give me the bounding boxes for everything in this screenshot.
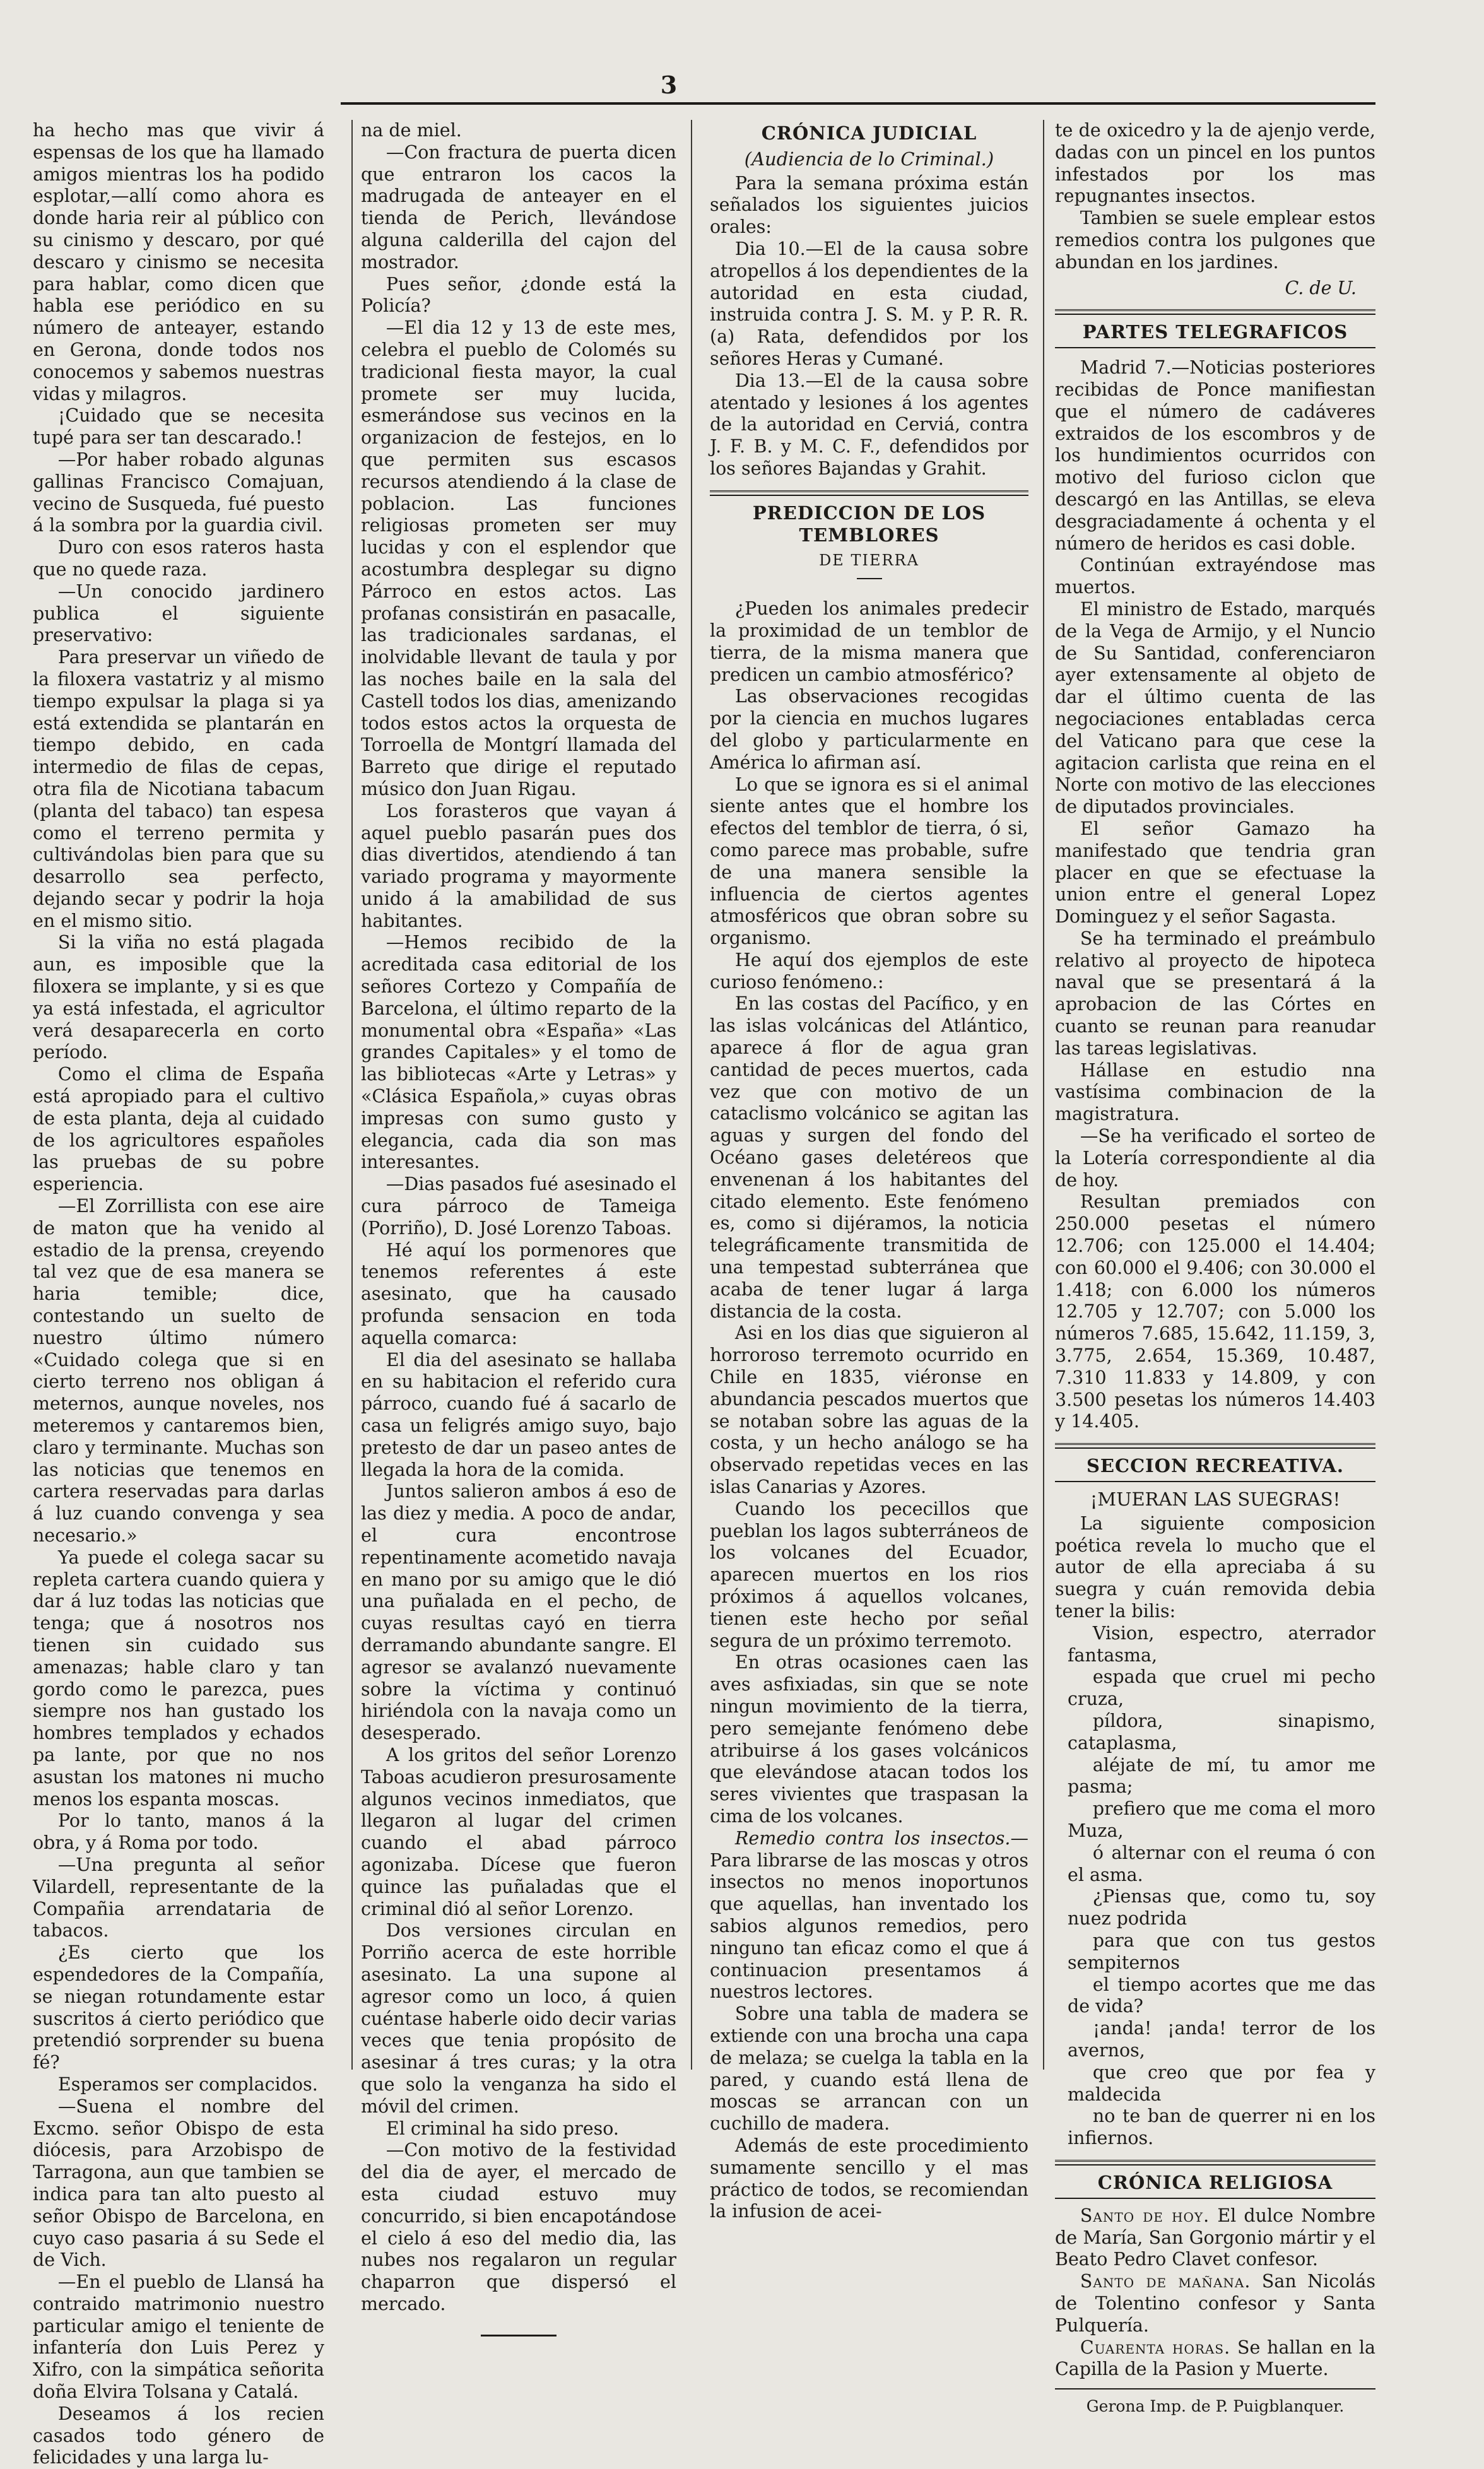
tremors-paragraph: Lo que se ignora es si el animal siente antes que el hombre los efectos del temblor de tierra, ó si, como parece mas probable, sufre de una manera sensible la influencia de ciertos agentes atmosféricos que obran sobre su organismo. bbox=[710, 774, 1028, 949]
tremors-paragraph: Cuando los pececillos que pueblan los lagos subterráneos de los volcanes del Ecuador, aparecen muertos en los rios próximos á aquellos volcanes, tienen este hecho por señal segura de un próximo terremoto. bbox=[710, 1498, 1028, 1651]
col1-paragraph: Duro con esos rateros hasta que no quede raza. bbox=[33, 537, 324, 580]
religious-text: San Nicolás de Tolentino confesor y Santa Pulquería. bbox=[1055, 2271, 1375, 2336]
col1-paragraph: ¡Cuidado que se necesita tupé para ser tan descarado.! bbox=[33, 405, 324, 449]
recreation-intro: La siguiente composicion poética revela lo mucho que el autor de ella apreciaba á su suegra y cuán removida debia tener la bilis: bbox=[1055, 1512, 1375, 1622]
col1-paragraph: Por lo tanto, manos á la obra, y á Roma por todo. bbox=[33, 1810, 324, 1854]
telegraph-paragraph: Continúan extrayéndose mas muertos. bbox=[1055, 555, 1375, 598]
religious-label: Santo de hoy. bbox=[1080, 2205, 1210, 2226]
telegraph-paragraph: Resultan premiados con 250.000 pesetas el número 12.706; con 125.000 el 14.404; con 60.000 el 9.406; con 30.000 el 1.418; con 6.000 los números 12.705 y 12.707; con 5.000 los números 7.685, 15.642, 11.159, 3, 3.775, 2.654, 15.369, 10.487, 7.310 11.833 y 14.809, y con 3.500 pesetas los números 14.403 y 14.405. bbox=[1055, 1191, 1375, 1432]
judicial-subtitle: (Audiencia de lo Criminal.) bbox=[744, 148, 994, 170]
end-rule bbox=[481, 2335, 556, 2336]
remedy-lead: Remedio contra los insectos. bbox=[734, 1827, 1011, 1849]
col2-paragraph: El criminal ha sido preso. bbox=[386, 2118, 619, 2139]
col2-paragraph: Pues señor, ¿donde está la Policía? bbox=[361, 273, 676, 317]
col1-paragraph: Para preservar un viñedo de la filoxera vastatriz y al mismo tiempo expulsar la plaga si ya está extendida se plantarán en tiempo debido, en cada intermedio de filas de cepas, otra fila de Nicotiana tabacum (planta del tabaco) tan espesa como el terreno permita y cultivándolas bien para que su desarrollo sea perfecto, dejando secar y podrir la hoja en el mismo sitio. bbox=[33, 647, 324, 931]
col2-paragraph: —Con fractura de puerta dicen que entraron los cacos la madrugada de anteayer en el tienda de Perich, llevándose alguna calderilla del cajon del mostrador. bbox=[361, 141, 676, 273]
tremors-paragraph: En las costas del Pacífico, y en las islas volcánicas del Atlántico, aparece á flor de agua gran cantidad de peces muertos, cada vez que con motivo de un cataclismo volcánico se agitan las aguas y surgen del fondo del Océano gases deletéreos que envenenan á los habitantes del citado elemento. Este fenómeno es, como si dijéramos, la noticia telegráficamente transmitida de una tempestad subterránea que acaba de tener lugar á larga distancia de la costa. bbox=[710, 993, 1028, 1322]
judicial-title: CRÓNICA JUDICIAL bbox=[761, 122, 977, 144]
col1-paragraph: —Suena el nombre del Excmo. señor Obispo de esta diócesis, para Arzobispo de Tarragona, aun que tambien se indica para tan alto puesto al señor Obispo de Barcelona, en cuyo caso pasaria á su Sede el de Vich. bbox=[33, 2095, 324, 2271]
column-1 bbox=[33, 120, 324, 2468]
poem-line: ¿Piensas que, como tu, soy nuez podrida bbox=[1068, 1886, 1375, 1930]
remedy-paragraph: Además de este procedimiento sumamente sencillo y el mas práctico de todos, se recomiendan la infusion de acei- bbox=[710, 2135, 1028, 2222]
telegraph-paragraph: Se ha terminado el preámbulo relativo al proyecto de hipoteca naval que se presentará á la aprobacion de las Córtes en cuanto se reunan para reanudar las tareas legislativas. bbox=[1055, 928, 1375, 1059]
recreation-subtitle: ¡MUERAN LAS SUEGRAS! bbox=[1090, 1488, 1341, 1511]
col2-paragraph: —El dia 12 y 13 de este mes, celebra el pueblo de Colomés su tradicional fiesta mayor, la cual promete ser muy lucida, esmerándose sus vecinos en la organizacion de festejos, en lo que permiten sus escasos recursos atendiendo á la clase de poblacion. Las funciones religiosas prometen ser muy lucidas y con el esplendor que acostumbra desplegar su digno Párroco en estos actos. Las profanas consistirán en pasacalle, las tradicionales sardanas, el inolvidable llevant de taula y por las noches baile en la sala del Castell todos los dias, amenizando todos estos actos la orquesta de Torroella de Montgrí llamada del Barreto que dirige el reputado músico don Juan Rigau. bbox=[361, 317, 676, 799]
col1-paragraph: —Una pregunta al señor Vilardell, representante de la Compañia arrendataria de tabacos. bbox=[33, 1854, 324, 1942]
col1-paragraph: Si la viña no está plagada aun, es imposible que la filoxera se implante, y si es que ya está infestada, el agricultor verá desaparecerla en corto período. bbox=[33, 932, 324, 1063]
col2-paragraph: Los forasteros que vayan á aquel pueblo pasarán pues dos dias divertidos, atendiendo á tan variado programa y mayormente unido á la amabilidad de sus habitantes. bbox=[361, 800, 676, 931]
religious-item bbox=[1055, 2205, 1375, 2271]
col4-paragraph: Tambien se suele emplear estos remedios contra los pulgones que abundan en los jardines. bbox=[1055, 208, 1375, 273]
col2-paragraph: —Hemos recibido de la acreditada casa editorial de los señores Cortezo y Compañía de Barcelona, el último reparto de la monumental obra «España» «Las grandes Capitales» y el tomo de las bibliotecas «Arte y Letras» y «Clásica Española,» cuyas obras impresas con sumo gusto y elegancia, cada dia son mas interesantes. bbox=[361, 932, 676, 1173]
col1-paragraph: ¿Es cierto que los espendedores de la Compañía, se niegan rotundamente estar suscritos á cierto periódico que pretendió sorprender su buena fé? bbox=[33, 1942, 324, 2073]
judicial-paragraph: Dia 10.—El de la causa sobre atropellos á los dependientes de la autoridad en esta ciudad, instruida contra J. S. M. y P. R. R. (a) Rata, defendidos por los señores Heras y Cumané. bbox=[710, 238, 1028, 369]
col1-paragraph: ha hecho mas que vivir á espensas de los que ha llamado amigos mientras los ha podido esplotar,—allí como ahora es donde haria reir al público con su cinismo y descaro, por qué descaro y cinismo se necesita para hablar, como dicen que habla ese periódico en su número de anteayer, estando en Gerona, donde todos nos conocemos y sabemos nuestras vidas y milagros. bbox=[33, 120, 324, 404]
poem-line: aléjate de mí, tu amor me pasma; bbox=[1068, 1754, 1375, 1798]
religious-item bbox=[1055, 2271, 1375, 2336]
poem-line: ó alternar con el reuma ó con el asma. bbox=[1068, 1842, 1375, 1885]
section-rule bbox=[1055, 309, 1375, 315]
tremors-subtitle: DE TIERRA bbox=[819, 551, 919, 570]
poem-line: prefiero que me coma el moro Muza, bbox=[1068, 1798, 1375, 1841]
section-rule bbox=[1055, 2160, 1375, 2166]
poem-line: espada que cruel mi pecho cruza, bbox=[1068, 1666, 1375, 1710]
poem-line: píldora, sinapismo, cataplasma, bbox=[1068, 1710, 1375, 1753]
tremors-paragraph: ¿Pueden los animales predecir la proximidad de un temblor de tierra, de la misma manera que predicen un cambio atmosférico? bbox=[710, 598, 1028, 685]
col1-paragraph: Ya puede el colega sacar su repleta cartera cuando quiera y dar á luz todas las noticias que tenga; que á nosotros nos tienen sin cuidado sus amenazas; hable claro y tan gordo como le parezca, pues siempre nos han gustado los hombres templados y echados pa lante, por que no nos asustan los matones ni mucho menos los espanta moscas. bbox=[33, 1547, 324, 1810]
tremors-paragraph: He aquí dos ejemplos de este curioso fenómeno.: bbox=[710, 949, 1028, 993]
header-rule bbox=[341, 102, 1375, 105]
col1-paragraph: —Un conocido jardinero publica el siguiente preservativo: bbox=[33, 580, 324, 646]
col2-paragraph: Dos versiones circulan en Porriño acerca de este horrible asesinato. La una supone al agresor como un loco, á quien cuéntase haberle oido decir varias veces que tenia propósito de asesinar á tres curas; y la otra que solo la venganza ha sido el móvil del crimen. bbox=[361, 1920, 676, 2117]
col2-paragraph: A los gritos del señor Lorenzo Taboas acudieron presurosamente algunos vecinos inmediatos, que llegaron al lugar del crimen cuando el abad párroco agonizaba. Dícese que fueron quince las puñaladas que el criminal dió al señor Lorenzo. bbox=[361, 1744, 676, 1919]
religious-text: Se hallan en la Capilla de la Pasion y Muerte. bbox=[1055, 2336, 1376, 2380]
religious-label: Santo de mañana. bbox=[1080, 2271, 1251, 2292]
tremors-title: PREDICCION DE LOS TEMBLORES bbox=[752, 502, 986, 546]
recreation-title: SECCION RECREATIVA. bbox=[1086, 1455, 1345, 1477]
column-rule-2 bbox=[691, 120, 692, 2070]
tremors-paragraph: Las observaciones recogidas por la ciencia en muchos lugares del globo y particularmente en América lo afirman así. bbox=[710, 686, 1028, 773]
col2-paragraph: —Dias pasados fué asesinado el cura párroco de Tameiga (Porriño), D. José Lorenzo Taboas. bbox=[361, 1174, 676, 1239]
judicial-paragraph: Dia 13.—El de la causa sobre atentado y lesiones á los agentes de la autoridad en Cerviá, contra J. F. B. y M. C. F., defendidos por los señores Bajandas y Grahit. bbox=[710, 370, 1028, 479]
col1-paragraph: Esperamos ser complacidos. bbox=[57, 2073, 318, 2095]
col1-paragraph: —En el pueblo de Llansá ha contraido matrimonio nuestro particular amigo el teniente de infantería don Luis Perez y Xifro, con la simpática señorita doña Elvira Tolsana y Catalá. bbox=[33, 2272, 324, 2403]
column-2 bbox=[361, 120, 676, 2314]
section-rule bbox=[1055, 1481, 1375, 1482]
tremors-paragraph: En otras ocasiones caen las aves asfixiadas, sin que se note ningun movimiento de la tierra, pero semejante fenómeno debe atribuirse á los gases volcánicos que elevándose atacan todos los seres vivientes que traspasan la cima de los volcanes. bbox=[710, 1652, 1028, 1827]
religious-text: El dulce Nombre de María, San Gorgonio mártir y el Beato Pedro Clavet confesor. bbox=[1055, 2205, 1375, 2270]
poem-line: que creo que por fea y maldecida bbox=[1068, 2061, 1375, 2105]
col2-paragraph: Juntos salieron ambos á eso de las diez y media. A poco de andar, el cura encontrose repentinamente acometido navaja en mano por su amigo que le dió una puñalada en el pecho, de cuyas resultas cayó en tierra derramando abundante sangre. El agresor se avalanzó nuevamente sobre la víctima y continuó hiriéndola con la navaja como un desesperado. bbox=[361, 1481, 676, 1744]
col1-paragraph: Deseamos á los recien casados todo género de felicidades y una larga lu- bbox=[33, 2403, 324, 2468]
section-rule bbox=[1055, 347, 1375, 348]
judicial-paragraph: Para la semana próxima están señalados los siguientes juicios orales: bbox=[710, 172, 1028, 238]
telegraph-paragraph: Hállase en estudio nna vastísima combinacion de la magistratura. bbox=[1055, 1059, 1375, 1125]
telegraph-paragraph: El señor Gamazo ha manifestado que tendria gran placer en que se efectuase la union entre el general Lopez Dominguez y el señor Sagasta. bbox=[1055, 818, 1375, 928]
poem-line: Vision, espectro, aterrador fantasma, bbox=[1068, 1622, 1375, 1666]
col2-paragraph: Hé aquí los pormenores que tenemos referentes á este asesinato, que ha causado profunda sensacion en toda aquella comarca: bbox=[361, 1239, 676, 1348]
column-4 bbox=[1055, 120, 1376, 2416]
signature: C. de U. bbox=[1285, 277, 1357, 298]
imprint: Gerona Imp. de P. Puigblanquer. bbox=[1086, 2397, 1345, 2416]
section-rule bbox=[1055, 2388, 1375, 2389]
remedy-paragraph bbox=[710, 1828, 1028, 2003]
col1-paragraph: —Por haber robado algunas gallinas Francisco Comajuan, vecino de Susqueda, fué puesto á la sombra por la guardia civil. bbox=[33, 449, 324, 536]
remedy-paragraph: Sobre una tabla de madera se extiende con una brocha una capa de melaza; se cuelga la tabla en la pared, y cuando está llena de moscas se arrancan con un cuchillo de madera. bbox=[710, 2003, 1028, 2135]
col2-paragraph: na de miel. bbox=[361, 120, 462, 141]
poem-line: ¡anda! ¡anda! terror de los avernos, bbox=[1068, 2018, 1375, 2061]
telegraph-paragraph: Madrid 7.—Noticias posteriores recibidas de Ponce manifiestan que el número de cadáveres extraidos de los escombros y de los hundimientos ocurridos con motivo del furioso ciclon que descargó en las Antillas, se eleva desgraciadamente á ochenta y el número de heridos es casi doble. bbox=[1055, 357, 1375, 554]
column-rule-1 bbox=[351, 120, 353, 2070]
telegraph-paragraph: El ministro de Estado, marqués de la Vega de Armijo, y el Nuncio de Su Santidad, conferenciaron ayer extensamente al objeto de dar el último cuenta de las negociaciones entabladas cerca del Vaticano para que cese la agitacion carlista que reina en el Norte con motivo de las elecciones de diputados provinciales. bbox=[1055, 598, 1375, 818]
poem-line: el tiempo acortes que me das de vida? bbox=[1068, 1974, 1375, 2017]
col2-paragraph: —Con motivo de la festividad del dia de ayer, el mercado de esta ciudad estuvo muy concurrido, si bien encapotándose el cielo á eso del medio dia, las nubes nos regalaron un regular chaparron que dispersó el mercado. bbox=[361, 2140, 676, 2314]
col1-paragraph: Como el clima de España está apropiado para el cultivo de esta planta, deja al cuidado de los agricultores españoles las pruebas de su pobre esperiencia. bbox=[33, 1064, 324, 1195]
column-rule-3 bbox=[1043, 120, 1044, 2070]
religious-item bbox=[1055, 2337, 1375, 2381]
section-rule bbox=[1055, 2198, 1375, 2199]
telegraph-paragraph: —Se ha verificado el sorteo de la Lotería correspondiente al dia de hoy. bbox=[1055, 1126, 1375, 1191]
column-3 bbox=[710, 120, 1028, 2222]
page-number: 3 bbox=[660, 71, 678, 99]
religious-label: Cuarenta horas. bbox=[1080, 2336, 1231, 2358]
section-rule bbox=[710, 490, 1028, 496]
tremors-dash bbox=[857, 578, 882, 579]
remedy-text: —Para librarse de las moscas y otros insectos no menos inoportunos que aquellas, han inventado los sabios algunos remedios, pero ninguno tan eficaz como el que á continuacion presentamos á nuestros lectores. bbox=[710, 1827, 1028, 2003]
poem-line: no te ban de querrer ni en los infiernos. bbox=[1068, 2106, 1375, 2149]
col2-paragraph: El dia del asesinato se hallaba en su habitacion el referido cura párroco, cuando fué á sacarlo de casa un feligrés amigo suyo, bajo pretesto de dar un paseo antes de llegada la hora de la comida. bbox=[361, 1349, 676, 1480]
religious-title: CRÓNICA RELIGIOSA bbox=[1097, 2171, 1333, 2193]
tremors-paragraph: Asi en los dias que siguieron al horroroso terremoto ocurrido en Chile en 1835, viéronse en abundancia pescados muertos que se notaban sobre las aguas de la costa, y un hecho análogo se ha observado repetidas veces en las islas Canarias y Azores. bbox=[710, 1323, 1028, 1498]
telegraph-title: PARTES TELEGRAFICOS bbox=[1082, 321, 1348, 343]
col1-paragraph: —El Zorrillista con ese aire de maton que ha venido al estadio de la prensa, creyendo tal vez que de esa manera se haria temible; dice, contestando un suelto de nuestro último número «Cuidado colega que si en cierto terreno nos obligan á meternos, aunque noveles, nos meteremos y cantaremos bien, claro y terminante. Muchas son las noticias que tenemos en cartera reservadas para darlas á luz cuando convenga y sea necesario.» bbox=[33, 1196, 324, 1546]
section-rule bbox=[1055, 1443, 1375, 1449]
poem-line: para que con tus gestos sempiternos bbox=[1068, 1930, 1375, 1973]
col4-paragraph: te de oxicedro y la de ajenjo verde, dadas con un pincel en los puntos infestados por los mas repugnantes insectos. bbox=[1055, 120, 1375, 207]
